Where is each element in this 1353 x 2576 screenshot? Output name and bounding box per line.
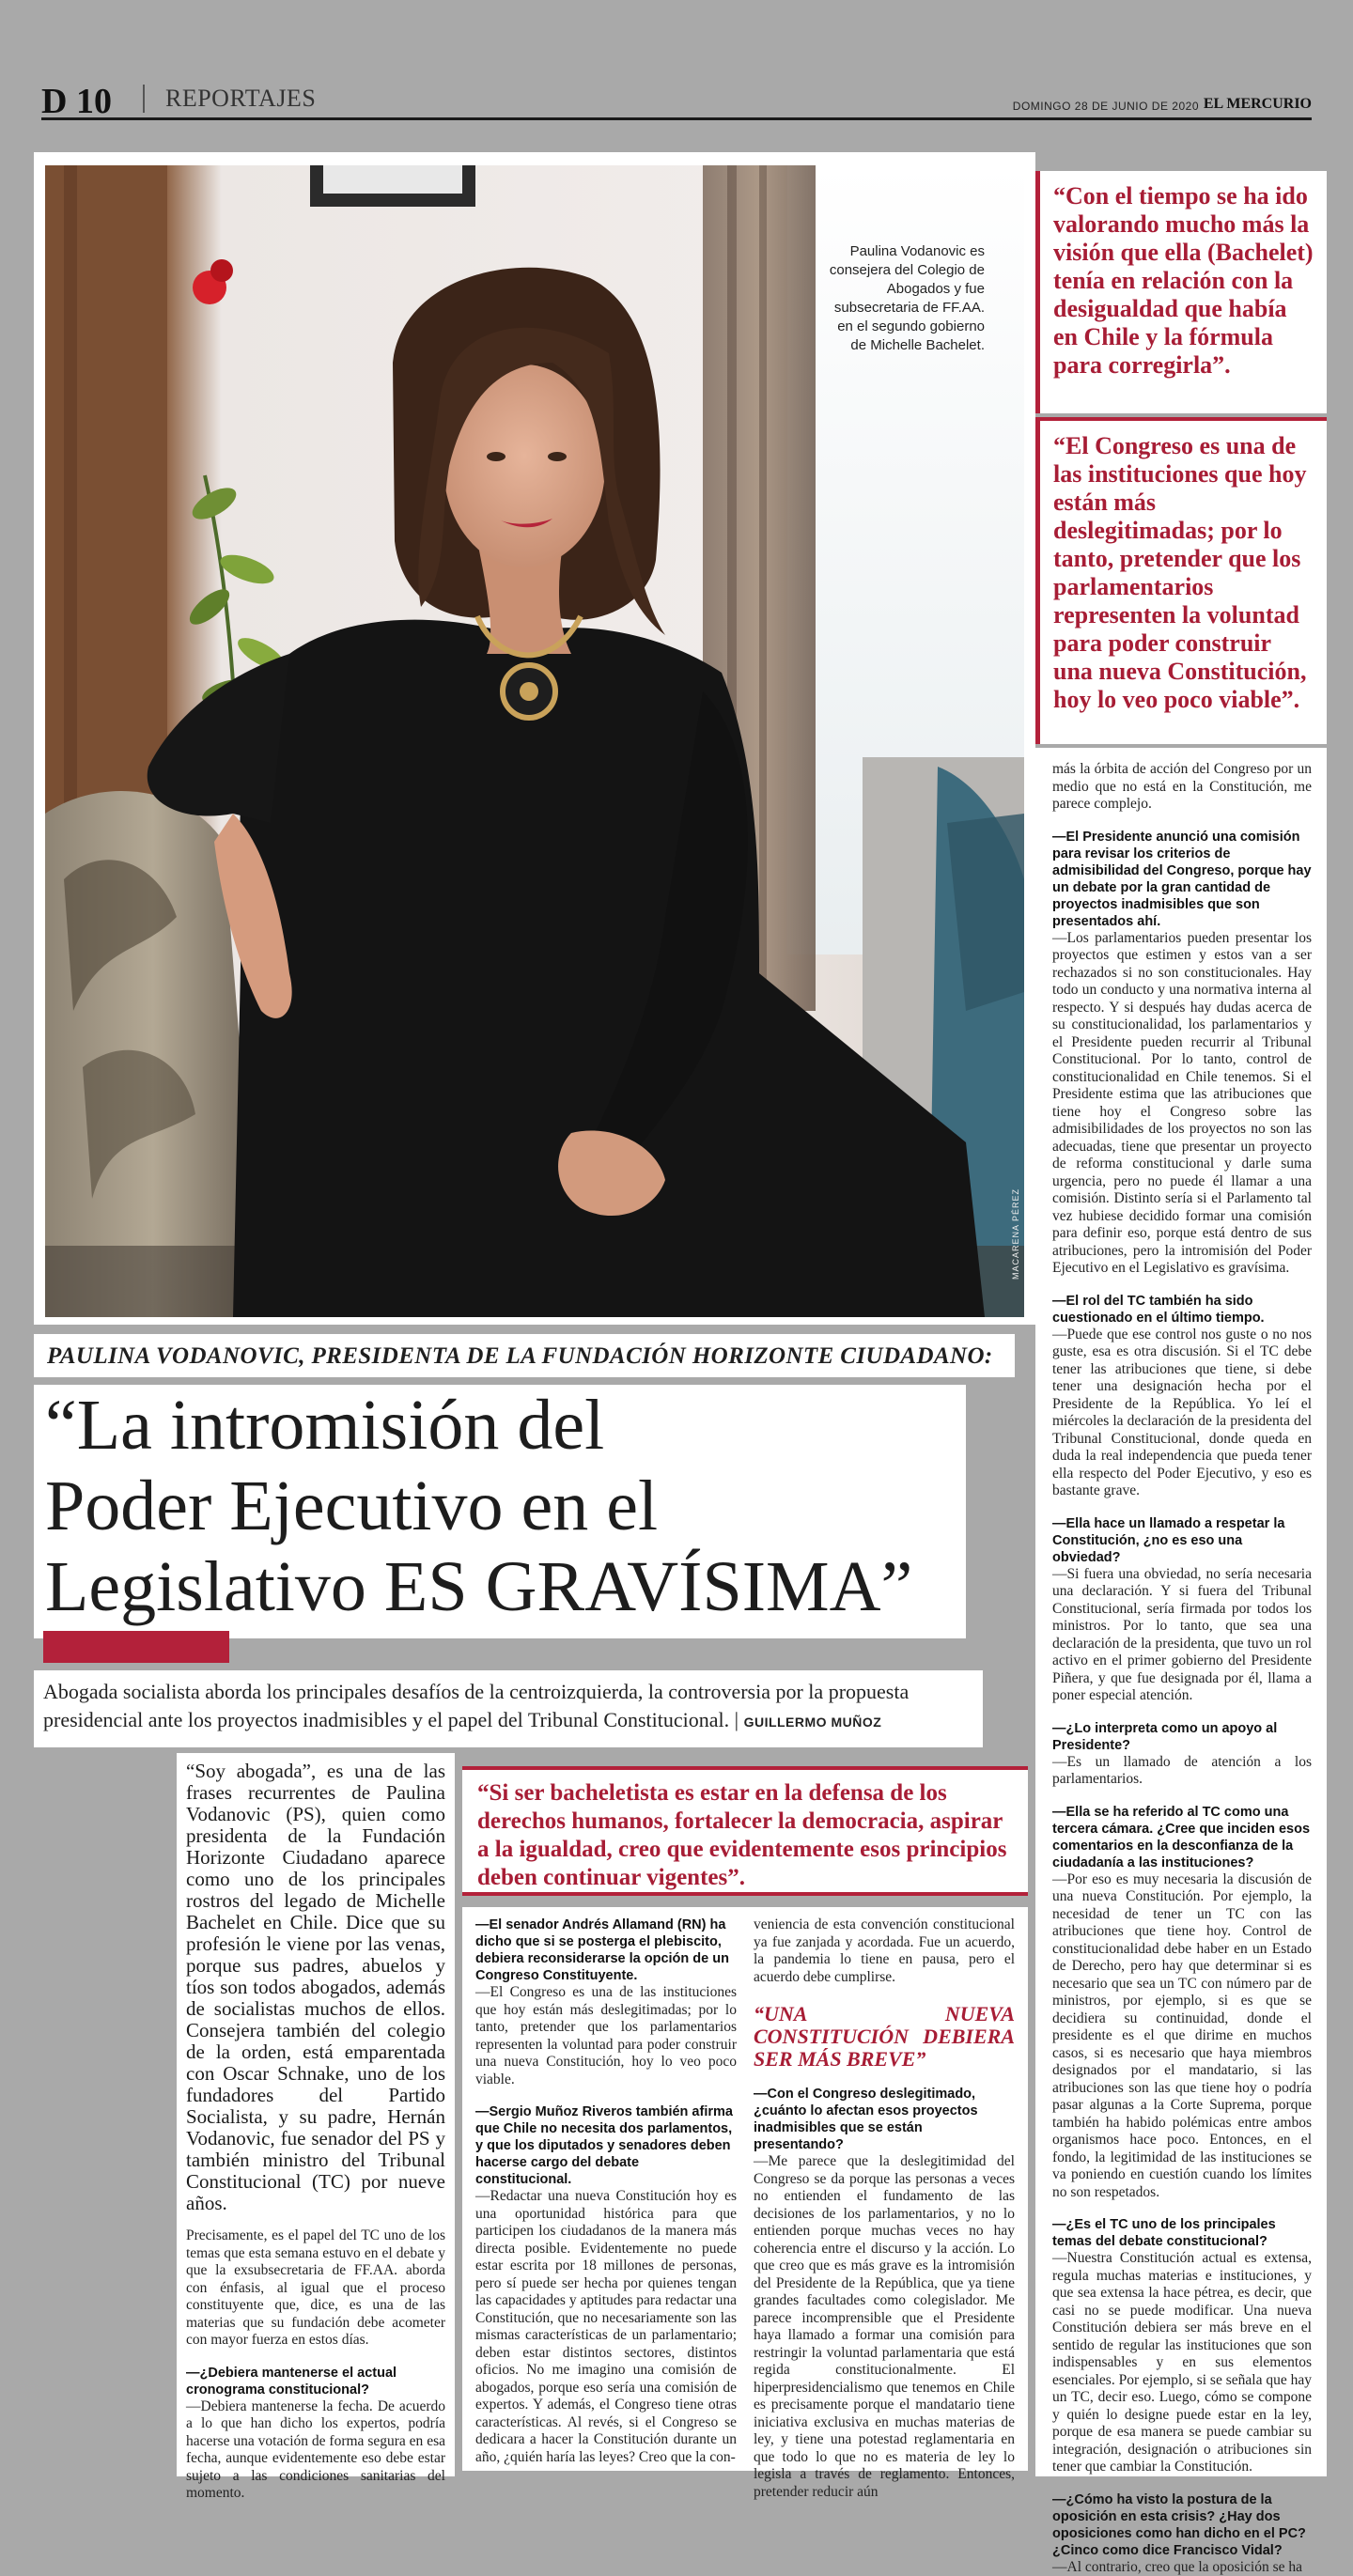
article-left-column <box>177 1753 455 2476</box>
center-column-2 <box>754 1916 1015 2461</box>
interview-question: —Sergio Muñoz Riveros también afirma que Chile no necesita dos parlamentos, y que los diputados y senadores deben hacerse cargo del debate constitucional. <box>475 2103 737 2188</box>
interview-question: —El rol del TC también ha sido cuestionado en el último tiempo. <box>1052 1293 1312 1327</box>
interview-answer: —Es un llamado de atención a los parlamentarios. <box>1052 1754 1312 1789</box>
photo-credit: MACARENA PÉREZ <box>1011 1188 1020 1280</box>
paragraph: veniencia de esta convención constitucional ya fue zanjada y acordada. Fue un acuerdo, la pandemia lo tiene en pausa, pero el acuerdo debe cumplirse. <box>754 1916 1015 1986</box>
pull-quote-center <box>462 1766 1028 1896</box>
interview-answer: —Redactar una nueva Constitución hoy es una oportunidad histórica para que participen los ciudadanos de la manera más directa posible. Evidentemente no puede estar escrita por 18 millones de personas, pero sí puede ser hecha por quienes tengan las capacidades y aptitudes para redactar una Constitución, que no necesariamente son las mismas características de un parlamentario; deben estar distintos sectores, distintos oficios. No me imagino una comisión de abogados, porque eso sería una comisión de expertos. Y además, el Congreso tiene otras características. Al revés, si el Congreso se dedicara a hacer la Constitución durante un año, ¿quién haría las leyes? Creo que la con- <box>475 2188 737 2466</box>
interview-answer: —Si fuera una obviedad, no sería necesaria una declaración. Y si fuera del Tribunal Constitucional, sería firmada por todos los ministros. Por lo tanto, que sea una declaración de la presidenta, que tuvo un rol activo en el primer gobierno del Presidente Piñera, y que fue designada por él, llama a poner especial atención. <box>1052 1566 1312 1705</box>
photo-frame <box>34 152 1035 1325</box>
lead-paragraph: “Soy abogada”, es una de las frases recurrentes de Paulina Vodanovic (PS), quien como presidenta de la Fundación Horizonte Ciudadano aparece como uno de los principales rostros del legado de Michelle Bachelet en Chile. Dice que su profesión le viene por las venas, porque sus padres, abuelos y tíos son todos abogados, además de socialistas muchos de ellos. Consejera también del colegio de la orden, está emparentada con Oscar Schnake, uno de los fundadores del Partido Socialista, y su padre, Hernán Vodanovic, fue senador del PS y también ministro del Tribunal Constitucional (TC) por nueve años. <box>186 1761 445 2214</box>
headline <box>34 1385 966 1638</box>
interview-answer: —Me parece que la deslegitimidad del Congreso se da porque las personas a veces no entienden el fundamento de las decisiones de los parlamentarios, y no lo entienden porque muchas veces no hay coherencia entre el discurso y la acción. Lo que creo que es más grave es la intromisión del Presidente de la República, que ya tiene grandes facultades como colegislador. Me parece incomprensible que el Presidente haya llamado a formar una comisión para restringir la voluntad parlamentaria que está regida constitucionalmente. El hiperpresidencialismo que tenemos en Chile es precisamente porque el mandatario tiene iniciativa exclusiva en muchas materias de ley, y tiene una potestad reglamentaria en que todo lo que no es materia de ley lo legisla a través de reglamento. Entonces, pretender reducir aún <box>754 2153 1015 2501</box>
interview-answer: —Debiera mantenerse la fecha. De acuerdo a lo que han dicho los expertos, podría hacerse una votación de forma segura en esa fecha, aunque evidentemente eso debe estar sujeto a las condiciones sanitarias del momento. <box>186 2398 445 2503</box>
interview-question: —Ella hace un llamado a respetar la Constitución, ¿no es eso una obviedad? <box>1052 1515 1312 1566</box>
pull-quote-right-top <box>1035 171 1327 413</box>
section-name: REPORTAJES <box>165 85 316 113</box>
deck <box>34 1670 983 1747</box>
interview-answer: —Al contrario, creo que la oposición se ha <box>1052 2559 1312 2576</box>
portrait-photo <box>45 165 1024 1317</box>
section-divider <box>143 85 145 113</box>
interview-answer: —Por eso es muy necesaria la discusión de una nueva Constitución. Por ejemplo, la necesidad de tener un TC con las atribuciones que tiene hoy. Control de constitucionalidad debe haber en un Estado de Derecho, pero hay que determinar si es necesario que sea un TC con número par de ministros, por ejemplo, si es que se decidiera su continuidad, donde el presidente es el que dirime en muchos casos, si es necesario que haya miembros designados por el mandatario, si las atribuciones son las que tiene hoy o podría pasar algunas a la Corte Suprema, porque también ha habido polémicas entre ambos organismos hace poco. Entonces, en el fondo, la legitimidad de las instituciones se va poniendo en cuestión cuando los límites no son respetados. <box>1052 1871 1312 2202</box>
article-right-column <box>1035 748 1327 2476</box>
pull-quote-text: “El Congreso es una de las instituciones que hoy están más deslegitimadas; por lo tanto, pretender que los parlamentarios representen la voluntad para poder construir una nueva Constitución, hoy lo veo poco viable”. <box>1053 432 1314 714</box>
accent-bar <box>43 1631 229 1663</box>
masthead <box>41 77 1312 120</box>
newspaper-name: EL MERCURIO <box>1204 96 1312 113</box>
pull-quote-text: “Con el tiempo se ha ido valorando mucho más la visión que ella (Bachelet) tenía en relación con la desigualdad que había en Chile y la fórmula para corregirla”. <box>1053 182 1314 380</box>
section-subhead: “UNA NUEVA CONSTITUCIÓN DEBIERA SER MÁS BREVE” <box>754 2003 1015 2071</box>
edition-date: DOMINGO 28 DE JUNIO DE 2020 <box>1013 100 1199 113</box>
byline: GUILLERMO MUÑOZ <box>744 1715 882 1730</box>
interview-question: —¿Cómo ha visto la postura de la oposición en esta crisis? ¿Hay dos oposiciones como han dicho en el PC? ¿Cinco como dice Francisco Vidal? <box>1052 2491 1312 2559</box>
headline-line: Poder Ejecutivo en el <box>45 1466 955 1546</box>
interview-answer: —Los parlamentarios pueden presentar los proyectos que estimen y estos van a ser rechazados si no son constitucionales. Hay todo un conducto y una normativa interna al respecto. Y si después hay dudas acerca de su constitucionalidad, los parlamentarios y el Presidente pueden recurrir al Tribunal Constitucional. Por lo tanto, control de constitucionalidad en Chile tenemos. Si el Presidente estima que las atribuciones que tiene hoy el Congreso sobre las admisibilidades de los proyectos no son las adecuadas, tiene que presentar un proyecto de reforma constitucional y darle suma urgencia, pero no puede él llamar a una comisión. Distinto sería si el Parlamento tal vez hubiese decidido formar una comisión para definir eso, porque está dentro de sus atribuciones, pero la intromisión del Poder Ejecutivo en el Legislativo es gravísima. <box>1052 930 1312 1278</box>
interview-answer: —El Congreso es una de las instituciones que hoy están más deslegitimadas; por lo tanto, pretender que los parlamentarios representen la voluntad para poder construir una nueva Constitución, hoy lo veo poco viable. <box>475 1984 737 2088</box>
interview-question: —¿Debiera mantenerse el actual cronograma constitucional? <box>186 2365 445 2398</box>
headline-kicker: PAULINA VODANOVIC, PRESIDENTA DE LA FUNDACIÓN HORIZONTE CIUDADANO: <box>34 1334 1015 1377</box>
article-center-columns <box>462 1907 1028 2471</box>
deck-text: Abogada socialista aborda los principales desafíos de la centroizquierda, la controversia por la propuesta presidencial ante los proyectos inadmisibles y el papel del Tribunal Constitucional. | <box>43 1680 909 1731</box>
interview-question: —¿Es el TC uno de los principales temas del debate constitucional? <box>1052 2216 1312 2250</box>
photo-caption: Paulina Vodanovic es consejera del Colegio de Abogados y fue subsecretaria de FF.AA. en el segundo gobierno de Michelle Bachelet. <box>825 242 985 355</box>
center-column-1 <box>475 1916 737 2461</box>
headline-line: Legislativo ES GRAVÍSIMA” <box>45 1546 955 1627</box>
interview-question: —¿Lo interpreta como un apoyo al Presidente? <box>1052 1720 1312 1754</box>
interview-question: —El Presidente anunció una comisión para revisar los criterios de admisibilidad del Congreso, porque hay un debate por la gran cantidad de proyectos inadmisibles que son presentados ahí. <box>1052 829 1312 930</box>
pull-quote-right-middle <box>1035 417 1327 744</box>
interview-answer: —Puede que ese control nos guste o no nos guste, esa es otra discusión. Si el TC debe tener las atribuciones que tiene, si debe tener una designación hecha por el Presidente de la República. Yo leí el miércoles la declaración de la presidenta del Tribunal Constitucional, donde queda en duda la real independencia que pueda tener ella respecto del Poder Ejecutivo, y eso es bastante grave. <box>1052 1327 1312 1500</box>
interview-question: —El senador Andrés Allamand (RN) ha dicho que si se posterga el plebiscito, debiera reconsiderarse la opción de un Congreso Constituyente. <box>475 1916 737 1984</box>
pull-quote-text: “Si ser bacheletista es estar en la defensa de los derechos humanos, fortalecer la democracia, aspirar a la igualdad, creo que evidentemente esos principios deben continuar vigentes”. <box>477 1779 1013 1892</box>
interview-question: —Con el Congreso deslegitimado, ¿cuánto lo afectan esos proyectos inadmisibles que se están presentando? <box>754 2086 1015 2153</box>
headline-line: “La intromisión del <box>45 1385 955 1466</box>
interview-question: —Ella se ha referido al TC como una tercera cámara. ¿Cree que inciden esos comentarios en la desconfianza de la ciudadanía a las instituciones? <box>1052 1804 1312 1871</box>
page-number: D 10 <box>41 81 112 122</box>
paragraph: Precisamente, es el papel del TC uno de los temas que esta semana estuvo en el debate y que la exsubsecretaria de FF.AA. aborda con énfasis, al igual que el proceso constituyente que, dice, es una de las materias que su fundación debe acometer con mayor fuerza en estos días. <box>186 2227 445 2350</box>
paragraph: más la órbita de acción del Congreso por un medio que no está en la Constitución, me parece complejo. <box>1052 761 1312 814</box>
interview-answer: —Nuestra Constitución actual es extensa, regula muchas materias e instituciones, y que sea extensa la hace pétrea, es decir, que casi no se puede modificar. Una nueva Constitución debiera ser más breve en el sentido de regular las instituciones que son indispensables y en sus elementos esenciales. Por ejemplo, si se señala que hay un TC, decir eso. Luego, cómo se compone y quién lo designe puede estar en la ley, porque de esa manera se puede cambiar su integración, designación o atribuciones sin tener que cambiar la Constitución. <box>1052 2250 1312 2476</box>
